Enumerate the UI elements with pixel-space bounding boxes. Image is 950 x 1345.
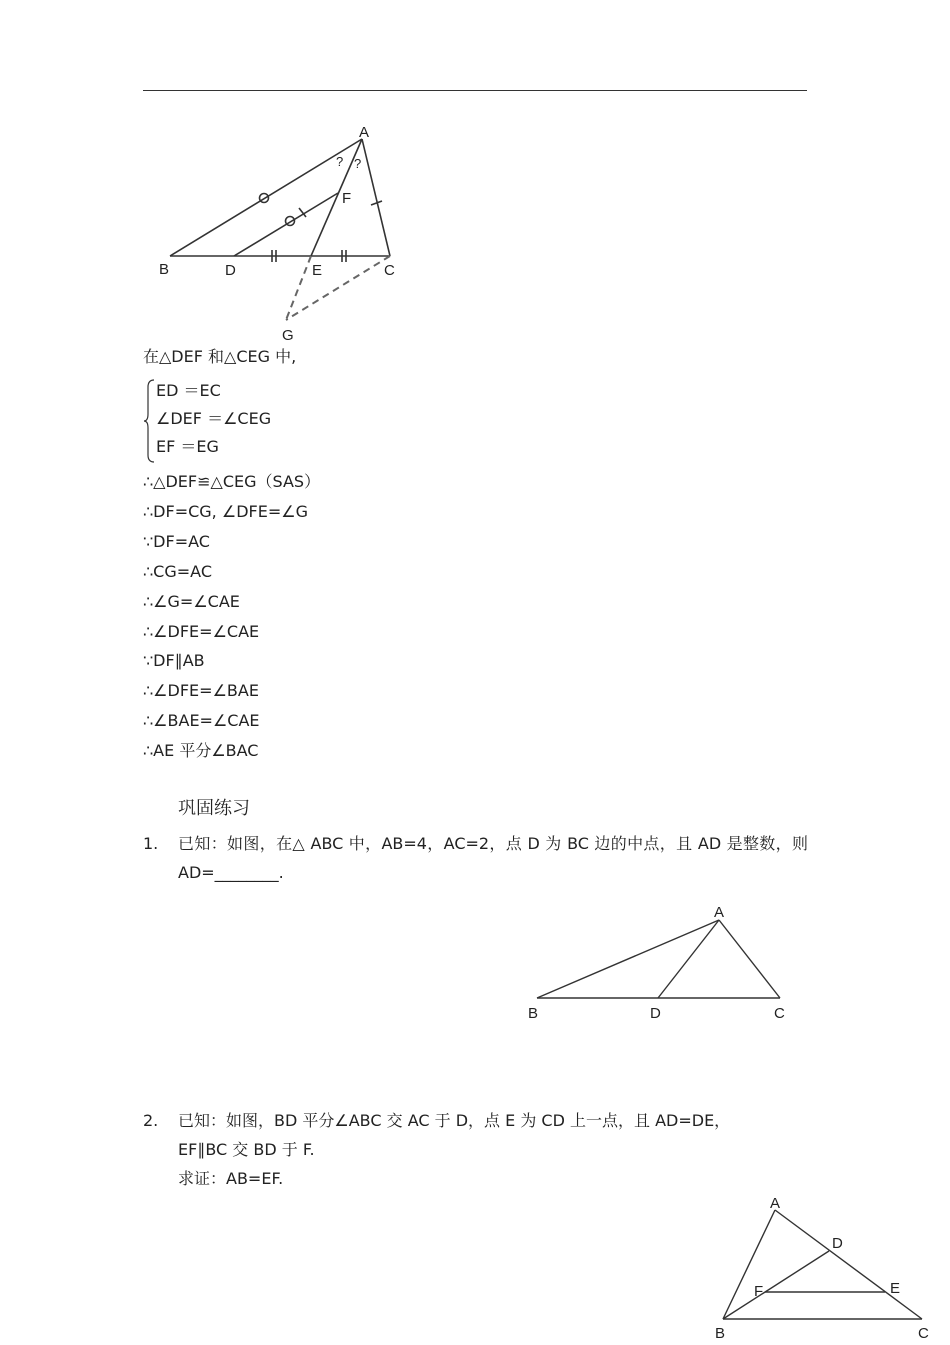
- proof-step: ∴∠DFE=∠CAE: [143, 622, 260, 641]
- proof-step: ∴△DEF≌△CEG（SAS）: [143, 472, 321, 491]
- figure-2-triangle-abc-median: [520, 898, 800, 1028]
- fig1-label-c: C: [384, 262, 395, 279]
- figure-1-triangle-abc-extension: [140, 115, 410, 347]
- fig1-label-f: F: [342, 190, 352, 207]
- fig3-label-b: B: [715, 1325, 726, 1342]
- proof-step: ∴CG=AC: [143, 562, 212, 581]
- fig2-label-a: A: [714, 904, 725, 921]
- fig3-label-c: C: [918, 1325, 929, 1342]
- question-2-text: [178, 1106, 808, 1193]
- condition-2: ∠DEF ＝∠CEG: [156, 409, 272, 428]
- question-1-text: 已知：如图，在△ ABC 中，AB=4，AC=2，点 D 为 BC 边的中点，且 AD 是整数，则 AD=________.: [178, 834, 808, 882]
- header-rule: [143, 90, 807, 91]
- question-2-line-2: EF∥BC 交 BD 于 F.: [178, 1140, 315, 1159]
- fig1-label-e: E: [312, 262, 323, 279]
- fig1-label-d: D: [225, 262, 236, 279]
- section-heading: 巩固练习: [178, 798, 250, 819]
- fig1-angle-mark-2: ?: [354, 156, 362, 171]
- condition-3: EF ＝EG: [156, 437, 219, 456]
- condition-1: ED ＝EC: [156, 381, 221, 400]
- fig1-label-b: B: [159, 261, 170, 278]
- fig2-label-c: C: [774, 1005, 785, 1022]
- proof-step: ∵DF∥AB: [143, 651, 205, 670]
- fig2-label-d: D: [650, 1005, 661, 1022]
- question-2-line-3: 求证：AB=EF.: [178, 1169, 284, 1188]
- question-1-number: 1.: [143, 834, 159, 853]
- proof-step: ∴AE 平分∠BAC: [143, 741, 259, 760]
- fig1-label-g: G: [282, 327, 294, 344]
- proof-step: ∵DF=AC: [143, 532, 210, 551]
- fig3-label-e: E: [890, 1280, 901, 1297]
- fig3-label-d: D: [832, 1235, 843, 1252]
- proof-step: ∴∠BAE=∠CAE: [143, 711, 260, 730]
- fig2-label-b: B: [528, 1005, 539, 1022]
- fig3-label-f: F: [754, 1283, 764, 1300]
- proof-step: ∴DF=CG, ∠DFE=∠G: [143, 502, 308, 521]
- proof-step: ∴∠G=∠CAE: [143, 592, 240, 611]
- left-brace: [143, 378, 157, 464]
- fig3-label-a: A: [770, 1195, 781, 1212]
- question-2-number: 2.: [143, 1111, 159, 1130]
- figure-3-triangle-abc-bisector: [700, 1188, 940, 1345]
- congruence-conditions: [143, 378, 343, 464]
- fig1-angle-mark-1: ?: [336, 154, 344, 169]
- question-2-line-1: 已知：如图，BD 平分∠ABC 交 AC 于 D，点 E 为 CD 上一点，且 AD=DE，: [178, 1111, 731, 1130]
- fig1-label-a: A: [359, 124, 370, 141]
- proof-intro: 在△DEF 和△CEG 中,: [143, 347, 297, 366]
- proof-step: ∴∠DFE=∠BAE: [143, 681, 259, 700]
